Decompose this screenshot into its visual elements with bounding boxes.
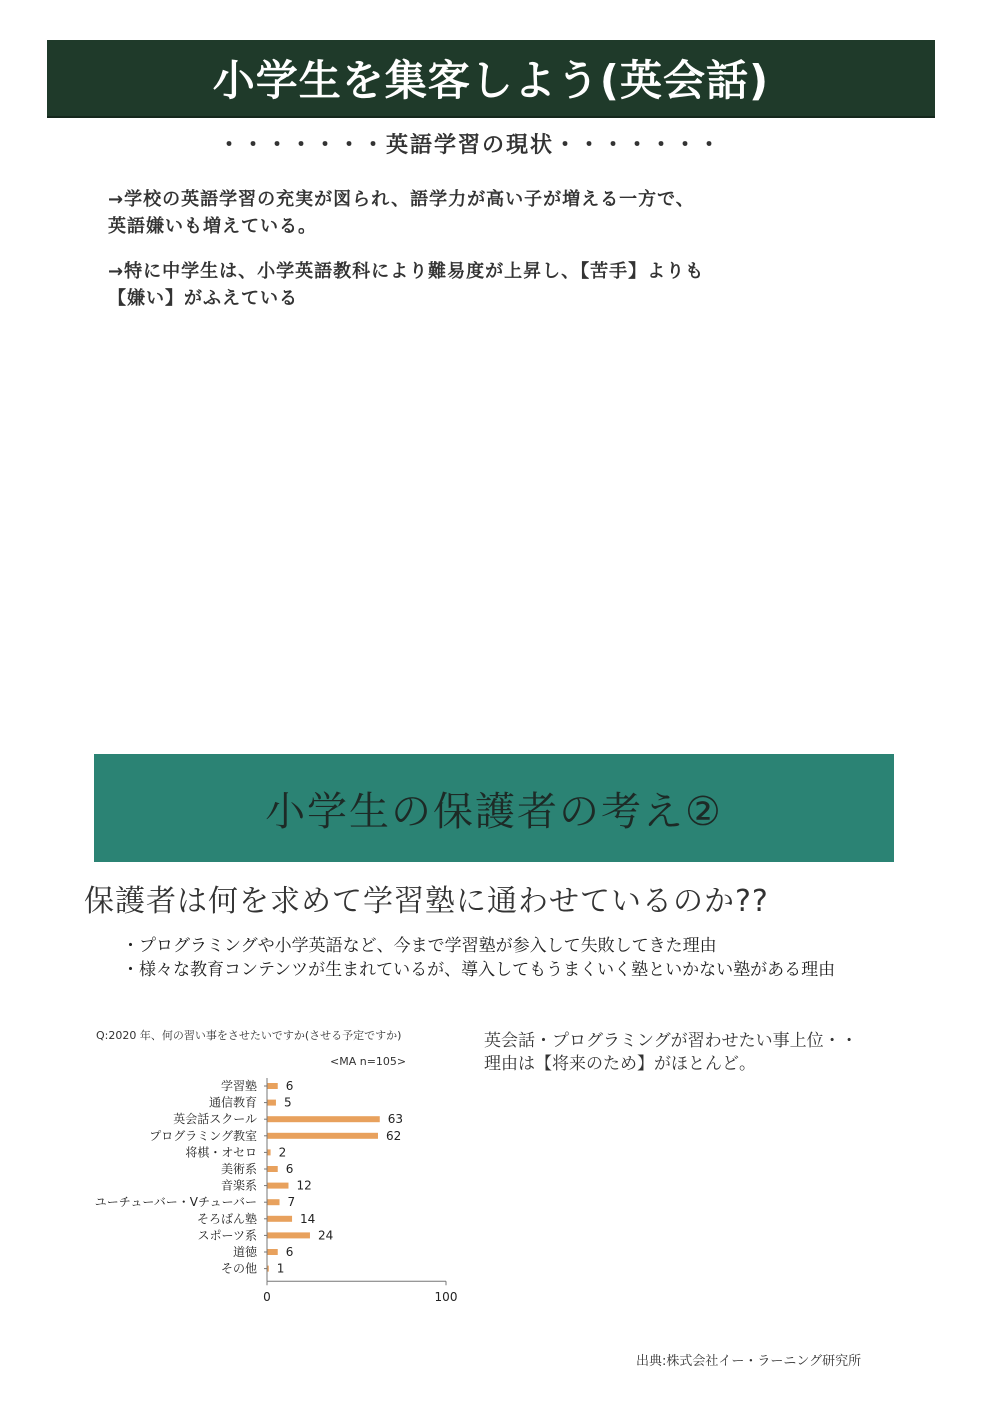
chart-value-label: 1 xyxy=(276,1261,285,1276)
chart-bar xyxy=(267,1116,380,1122)
chart-bar xyxy=(267,1166,278,1172)
chart-category-label: ユーチューバー・Vチューバー xyxy=(94,1195,257,1210)
question-heading: 保護者は何を求めて学習塾に通わせているのか?? xyxy=(84,884,769,919)
paragraph-1 xyxy=(108,186,868,240)
paragraph-2 xyxy=(108,258,868,312)
main-title-banner xyxy=(47,40,935,118)
chart-value-label: 6 xyxy=(285,1079,294,1093)
paragraph-2-line-1: →特に中学生は、小学英語教科により難易度が上昇し、【苦手】よりも xyxy=(108,261,705,282)
section-banner xyxy=(94,754,894,862)
chart-bar xyxy=(267,1216,292,1222)
chart-category-label: 英会話スクール xyxy=(173,1112,257,1127)
chart-bar xyxy=(267,1083,278,1089)
chart-value-label: 6 xyxy=(285,1162,294,1176)
chart-value-label: 7 xyxy=(287,1195,296,1210)
chart-bar xyxy=(267,1149,271,1155)
section-subtitle: ・・・・・・・英語学習の現状・・・・・・・ xyxy=(217,133,722,158)
chart-note-line-2: 理由は【将来のため】がほとんど。 xyxy=(484,1054,756,1074)
paragraph-1-line-1: →学校の英語学習の充実が図られ、語学力が高い子が増える一方で、 xyxy=(108,189,695,210)
chart-x-tick-label: 100 xyxy=(434,1290,458,1305)
chart-category-label: そろばん塾 xyxy=(196,1211,257,1226)
chart-bar xyxy=(267,1232,310,1238)
section-title: 小学生の保護者の考え② xyxy=(265,788,723,835)
bullet-item-2: ・様々な教育コンテンツが生まれているが、導入してもうまくいく塾といかない塾がある理由 xyxy=(122,960,836,980)
chart-note-line-1: 英会話・プログラミングが習わせたい事上位・・ xyxy=(484,1031,858,1051)
chart-bar xyxy=(267,1100,276,1106)
chart-category-label: 道徳 xyxy=(232,1245,257,1259)
bullet-list xyxy=(122,934,942,982)
chart-note xyxy=(484,1030,904,1076)
bullet-item-1: ・プログラミングや小学英語など、今まで学習塾が参入して失敗してきた理由 xyxy=(122,936,717,956)
chart-value-label: 14 xyxy=(300,1211,316,1226)
main-title: 小学生を集客しよう(英会話) xyxy=(212,56,770,105)
chart-category-label: プログラミング教室 xyxy=(149,1128,257,1143)
chart-value-label: 12 xyxy=(296,1178,312,1193)
chart-value-label: 5 xyxy=(283,1095,292,1110)
paragraph-1-line-2: 英語嫌いも増えている。 xyxy=(108,216,317,237)
source-credit: 出典:株式会社イー・ラーニング研究所 xyxy=(636,1354,862,1369)
chart-bar xyxy=(267,1199,280,1205)
chart-value-label: 62 xyxy=(385,1128,402,1143)
chart-sample-note: <MA n=105> xyxy=(330,1055,407,1068)
chart-bar xyxy=(267,1183,288,1189)
chart-category-label: 美術系 xyxy=(220,1162,257,1176)
chart-value-label: 6 xyxy=(285,1245,294,1259)
bar-chart xyxy=(60,1072,480,1312)
chart-value-label: 63 xyxy=(387,1112,404,1127)
chart-category-label: 音楽系 xyxy=(220,1178,257,1193)
chart-category-label: 将棋・オセロ xyxy=(185,1145,257,1160)
chart-title: Q:2020 年、何の習い事をさせたいですか(させる予定ですか) xyxy=(96,1029,402,1042)
paragraph-2-line-2: 【嫌い】がふえている xyxy=(108,288,298,309)
chart-category-label: その他 xyxy=(220,1261,257,1276)
chart-bar xyxy=(267,1249,278,1255)
chart-value-label: 24 xyxy=(317,1228,334,1243)
chart-value-label: 2 xyxy=(278,1145,287,1160)
chart-category-label: 通信教育 xyxy=(208,1095,257,1110)
chart-bar xyxy=(267,1133,378,1139)
chart-x-tick-label: 0 xyxy=(263,1290,271,1305)
chart-category-label: スポーツ系 xyxy=(197,1228,257,1243)
chart-category-label: 学習塾 xyxy=(220,1079,257,1093)
